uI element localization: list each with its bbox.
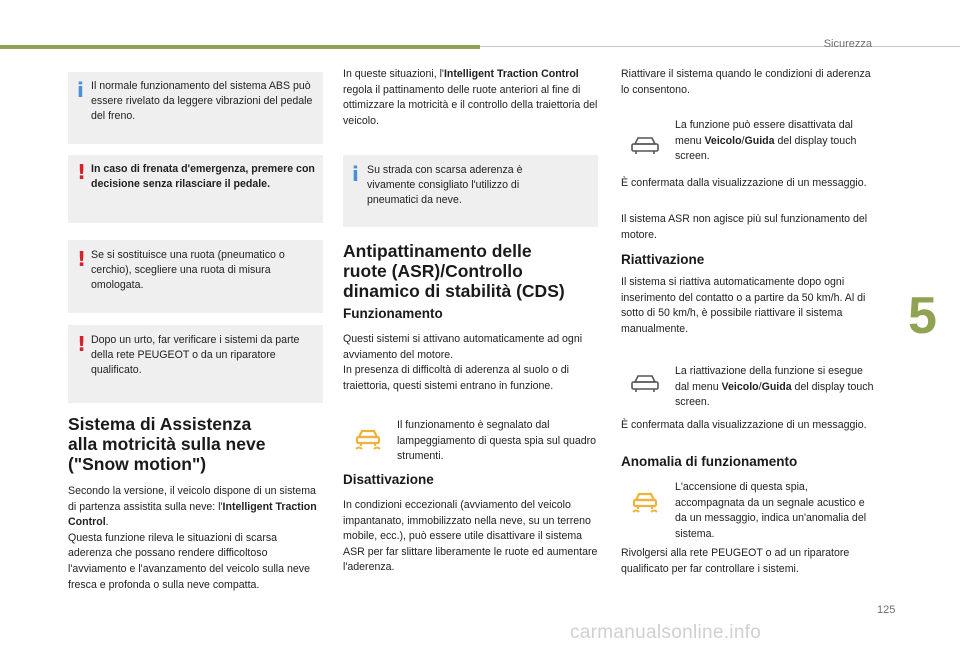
info-box-abs [68,72,323,144]
skid-warning-icon [627,488,663,516]
info-icon: i [77,78,84,102]
info-box-tyres [343,155,598,227]
lamp-paragraph: Il funzionamento è segnalato dal lampeggiamento di questa spia sul quadro strumenti. [397,419,597,463]
warning-box-text: In caso di frenata d'emergenza, premere con decisione senza rilasciare il pedale. [91,163,315,190]
confirm-paragraph-1: È confermata dalla visualizzazione di un messaggio. [621,177,867,189]
heading-riattivazione: Riattivazione [621,252,705,267]
reactivate-paragraph: Riattivare il sistema quando le condizioni di aderenza lo consentono. [621,68,871,96]
heading-asr: Antipattinamento delle ruote (ASR)/Controllo dinamico di stabilità (CDS) [343,241,565,301]
reactivate-menu-paragraph: La riattivazione della funzione si esegue dal menu Veicolo/Guida del display touch screen. [675,365,874,409]
watermark: carmanualsonline.info [570,622,762,643]
riattivazione-paragraph: Il sistema si riattiva automaticamente dopo ogni inserimento del contatto o a partire da 50 km/h. Al di sotto di 50 km/h, è possibile riattivare il sistema manualmente. [621,276,866,335]
info-box-text: Su strada con scarsa aderenza è vivamente consigliato l'utilizzo di pneumatici da neve. [367,164,523,206]
car-icon [627,132,663,160]
top-accent-bar [0,45,480,49]
top-divider [480,46,960,47]
confirm-paragraph-2: È confermata dalla visualizzazione di un messaggio. [621,419,867,431]
disattivazione-paragraph: In condizioni eccezionali (avviamento del veicolo impantanato, immobilizzato nella neve, su un terreno mobile, ecc.), può essere utile disattivare il sistema ASR per far slittare liberamente le ruote ed aumentare l'aderenza. [343,499,598,574]
section-title: Sicurezza [823,38,872,50]
warning-icon: ! [77,332,87,356]
paragraph-traction: In queste situazioni, l'Intelligent Traction Control regola il pattinamento delle ruote anteriori al fine di ottimizzare la motricità e il controllo della traiettoria del veicolo. [343,68,598,127]
info-box-text: Il normale funzionamento del sistema ABS può essere rivelato da leggere vibrazioni del pedale del freno. [91,80,313,122]
asr-engine-paragraph: Il sistema ASR non agisce più sul funzionamento del motore. [621,213,868,241]
heading-disattivazione: Disattivazione [343,472,434,487]
disable-menu-paragraph: La funzione può essere disattivata dal menu Veicolo/Guida del display touch screen. [675,119,857,163]
anomalia-paragraph: L'accensione di questa spia, accompagnata da un segnale acustico e da un messaggio, indica un'anomalia del sistema. [675,481,867,540]
warning-box-text: Dopo un urto, far verificare i sistemi da parte della rete PEUGEOT o da un riparatore qualificato. [91,334,300,376]
chapter-number: 5 [908,287,937,345]
info-icon: i [352,162,359,186]
skid-warning-icon [350,425,386,453]
warning-box-text: Se si sostituisce una ruota (pneumatico o cerchio), scegliere una ruota di misura omologata. [91,249,285,291]
warning-box-impact [68,325,323,403]
heading-anomalia: Anomalia di funzionamento [621,454,798,469]
heading-snow-motion: Sistema di Assistenza alla motricità sulla neve ("Snow motion") [68,414,266,474]
contact-paragraph: Rivolgersi alla rete PEUGEOT o ad un riparatore qualificato per far controllare i sistemi. [621,547,850,575]
warning-icon: ! [77,247,87,271]
snow-paragraph-1: Secondo la versione, il veicolo dispone di un sistema di partenza assistita sulla neve: l'Intelligent Traction Control. Questa funzione rileva le situazioni di scarsa aderenza che possano rendere difficoltoso l'avviamento e l'avanzamento del veicolo sulla neve fresca e profonda o sulla neve compatta. [68,485,317,591]
funzionamento-paragraph: Questi sistemi si attivano automaticamente ad ogni avviamento del motore. In presenza di difficoltà di aderenza al suolo o di traiettoria, questi sistemi entrano in funzione. [343,333,583,392]
heading-funzionamento: Funzionamento [343,306,443,321]
warning-box-wheel [68,240,323,313]
warning-icon: ! [77,160,87,184]
page-number: 125 [877,604,896,616]
car-icon [627,370,663,398]
warning-box-emergency [68,155,323,223]
